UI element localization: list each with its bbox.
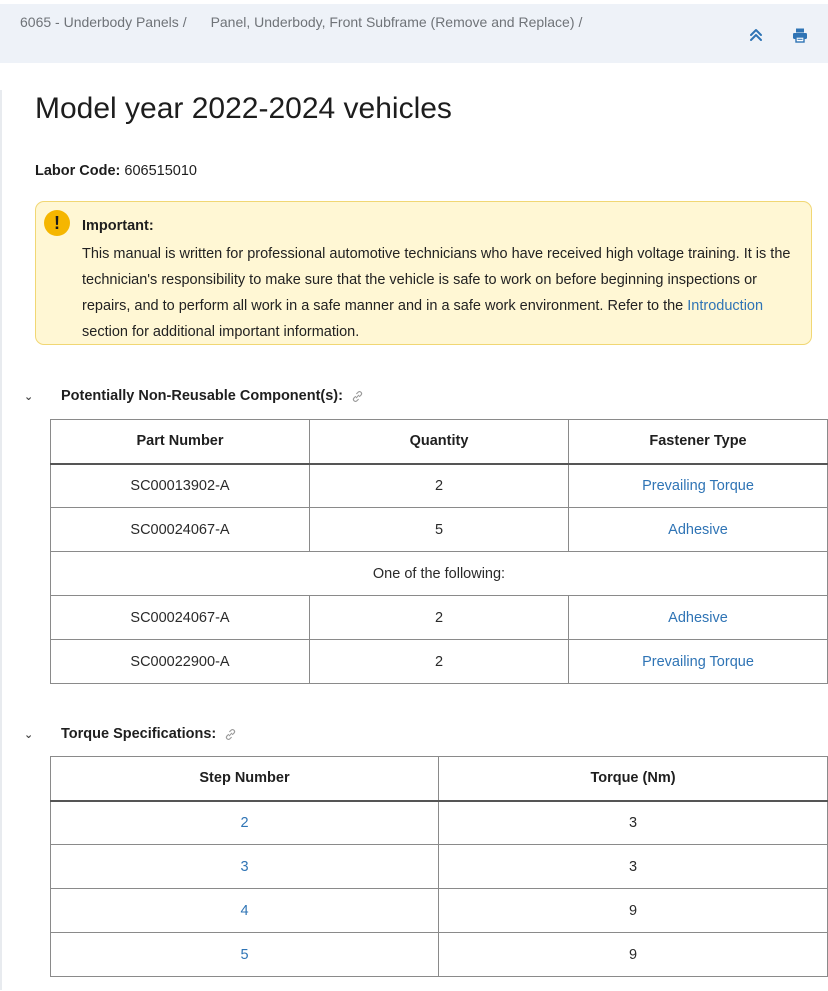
breadcrumb-item-front-subframe[interactable]: Panel, Underbody, Front Subframe (Remove and Replace) — [210, 14, 575, 30]
page-title: Model year 2022-2024 vehicles — [35, 92, 452, 125]
fastener-type-link[interactable]: Adhesive — [668, 609, 728, 626]
permalink-icon[interactable] — [351, 390, 364, 403]
fastener-type-link[interactable]: Prevailing Torque — [642, 477, 754, 494]
quantity-cell: 5 — [310, 508, 569, 552]
column-header-fastener-type: Fastener Type — [569, 420, 828, 464]
part-number-cell: SC00013902-A — [51, 464, 310, 508]
quantity-cell: 2 — [310, 596, 569, 640]
table-row — [51, 845, 828, 889]
part-number-cell: SC00024067-A — [51, 508, 310, 552]
quantity-cell: 2 — [310, 464, 569, 508]
important-text-after: section for additional important information. — [82, 324, 360, 340]
exclamation-icon: ! — [44, 210, 70, 236]
table-row — [51, 801, 828, 845]
labor-code-value: 606515010 — [124, 163, 197, 179]
labor-code-label: Labor Code: — [35, 163, 121, 179]
table-row — [51, 464, 828, 508]
part-number-cell: SC00024067-A — [51, 596, 310, 640]
table-row — [51, 508, 828, 552]
important-text — [82, 241, 804, 345]
left-divider — [0, 90, 2, 990]
labor-code — [35, 163, 197, 179]
step-link[interactable]: 2 — [240, 814, 249, 831]
column-header-step-number: Step Number — [51, 757, 439, 801]
printer-icon[interactable] — [789, 24, 811, 46]
chevron-down-icon[interactable]: ⌄ — [24, 390, 34, 403]
step-link[interactable]: 5 — [240, 946, 249, 963]
introduction-link[interactable]: Introduction — [687, 298, 764, 314]
step-link[interactable]: 3 — [240, 858, 249, 875]
step-number-cell — [51, 933, 439, 977]
components-heading: Potentially Non-Reusable Component(s): — [61, 388, 343, 404]
fastener-type-cell — [569, 508, 828, 552]
step-number-cell — [51, 889, 439, 933]
fastener-type-link[interactable]: Prevailing Torque — [642, 653, 754, 670]
breadcrumb-separator: / — [578, 14, 583, 30]
table-row — [51, 640, 828, 684]
torque-value-cell: 3 — [439, 845, 828, 889]
fastener-type-cell — [569, 596, 828, 640]
column-header-part-number: Part Number — [51, 420, 310, 464]
important-notice — [35, 201, 812, 345]
step-link[interactable]: 4 — [240, 902, 249, 919]
breadcrumb-item-underbody-panels[interactable]: 6065 - Underbody Panels — [20, 14, 179, 30]
table-row — [51, 889, 828, 933]
important-heading: Important: — [82, 218, 154, 234]
top-header — [0, 4, 828, 63]
group-label-row — [51, 552, 828, 596]
chevron-down-icon[interactable]: ⌄ — [24, 728, 34, 741]
torque-section-header — [24, 726, 237, 742]
step-number-cell — [51, 801, 439, 845]
breadcrumb — [20, 14, 590, 30]
column-header-torque: Torque (Nm) — [439, 757, 828, 801]
breadcrumb-separator: / — [182, 14, 187, 30]
permalink-icon[interactable] — [224, 728, 237, 741]
table-header-row — [51, 420, 828, 464]
quantity-cell: 2 — [310, 640, 569, 684]
fastener-type-link[interactable]: Adhesive — [668, 521, 728, 538]
table-header-row — [51, 757, 828, 801]
torque-value-cell: 9 — [439, 889, 828, 933]
torque-heading: Torque Specifications: — [61, 726, 217, 742]
torque-value-cell: 9 — [439, 933, 828, 977]
step-number-cell — [51, 845, 439, 889]
components-section-header — [24, 388, 364, 404]
fastener-type-cell — [569, 464, 828, 508]
torque-table — [50, 756, 828, 977]
important-text-before: This manual is written for professional automotive technicians who have received high voltage training. It is the technician's responsibility to make sure that the vehicle is safe to work on before beginning inspections or repairs, and to perform all work in a safe manner and in a safe work environment. Refer to the — [82, 246, 791, 314]
double-chevron-up-icon[interactable] — [745, 24, 767, 46]
table-row — [51, 933, 828, 977]
group-label: One of the following: — [51, 552, 828, 596]
column-header-quantity: Quantity — [310, 420, 569, 464]
table-row — [51, 596, 828, 640]
torque-value-cell: 3 — [439, 801, 828, 845]
part-number-cell: SC00022900-A — [51, 640, 310, 684]
fastener-type-cell — [569, 640, 828, 684]
components-table — [50, 419, 828, 684]
